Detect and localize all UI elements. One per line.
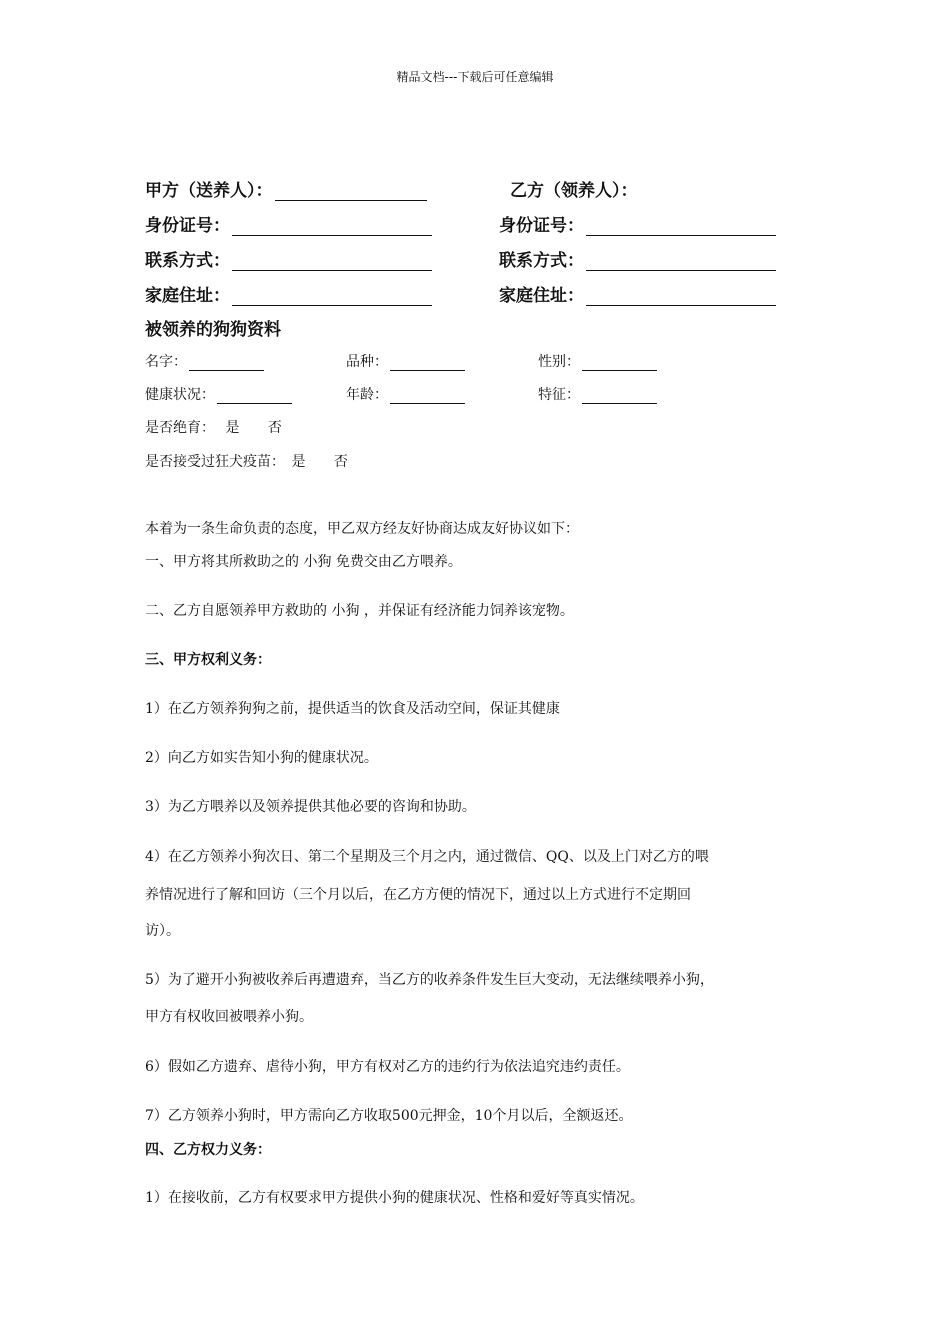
party-b-address-blank[interactable]	[586, 288, 776, 306]
neutered-row	[145, 417, 282, 437]
party-a-name-row	[145, 176, 427, 201]
s3-item-6: 6）假如乙方遗弃、虐待小狗，甲方有权对乙方的违约行为依法追究违约责任。	[145, 1059, 630, 1075]
dog-breed-blank[interactable]	[390, 356, 465, 371]
s3-item-1: 1）在乙方领养狗狗之前，提供适当的饮食及活动空间，保证其健康	[145, 701, 560, 717]
dog-health-blank[interactable]	[217, 389, 292, 404]
dog-health-field	[145, 384, 292, 404]
neutered-yes-option[interactable]: 是	[225, 420, 240, 436]
party-a-name-label: 甲方（送养人）：	[145, 181, 273, 201]
s3-item-4-line-1: 4）在乙方领养小狗次日、第二个星期及三个月之内，通过微信、QQ、以及上门对乙方的喂	[145, 849, 709, 865]
dog-gender-field	[538, 351, 657, 371]
party-a-contact-row	[145, 246, 432, 271]
dog-features-field	[538, 384, 657, 404]
clause-2: 二、乙方自愿领养甲方救助的 小狗 ，并保证有经济能力饲养该宠物。	[145, 603, 574, 619]
party-a-address-blank[interactable]	[232, 288, 432, 306]
s3-item-3: 3）为乙方喂养以及领养提供其他必要的咨询和协助。	[145, 799, 476, 815]
clause-1: 一、甲方将其所救助之的 小狗 免费交由乙方喂养。	[145, 554, 462, 570]
dog-age-blank[interactable]	[390, 389, 465, 404]
dog-gender-blank[interactable]	[582, 356, 657, 371]
party-a-contact-label: 联系方式：	[145, 251, 230, 271]
party-b-contact-blank[interactable]	[586, 253, 776, 271]
s3-item-5-line-1: 5）为了避开小狗被收养后再遭遗弃，当乙方的收养条件发生巨大变动，无法继续喂养小狗，	[145, 972, 714, 988]
rabies-no-option[interactable]: 否	[333, 454, 348, 470]
agreement-intro: 本着为一条生命负责的态度，甲乙双方经友好协商达成友好协议如下：	[145, 521, 579, 537]
party-b-id-blank[interactable]	[586, 218, 776, 236]
neutered-label: 是否绝育：	[145, 420, 215, 436]
dog-age-field	[346, 384, 465, 404]
dog-breed-field	[346, 351, 465, 371]
dog-name-field	[145, 351, 264, 371]
party-a-id-blank[interactable]	[232, 218, 432, 236]
party-b-contact-row	[499, 246, 776, 271]
party-b-id-label: 身份证号：	[499, 216, 584, 236]
dog-info-title: 被领养的狗狗资料	[145, 320, 281, 340]
dog-age-label: 年龄：	[346, 387, 388, 403]
neutered-no-option[interactable]: 否	[267, 420, 282, 436]
s3-item-7: 7）乙方领养小狗时，甲方需向乙方收取500元押金，10个月以后，全额返还。	[145, 1108, 633, 1124]
party-a-id-row	[145, 211, 432, 236]
party-b-address-row	[499, 281, 776, 306]
section-4-title: 四、乙方权力义务：	[145, 1142, 271, 1158]
s3-item-4-line-2: 养情况进行了解和回访（三个月以后，在乙方方便的情况下，通过以上方式进行不定期回	[145, 887, 691, 903]
dog-gender-label: 性别：	[538, 354, 580, 370]
party-b-id-row	[499, 211, 776, 236]
section-3-title: 三、甲方权利义务：	[145, 652, 271, 668]
party-b-name-label: 乙方（领养人）：	[510, 181, 638, 201]
document-header: 精品文档---下载后可任意编辑	[396, 70, 554, 84]
rabies-row	[145, 451, 348, 471]
party-a-id-label: 身份证号：	[145, 216, 230, 236]
dog-features-blank[interactable]	[582, 389, 657, 404]
dog-name-label: 名字：	[145, 354, 187, 370]
dog-features-label: 特征：	[538, 387, 580, 403]
s3-item-2: 2）向乙方如实告知小狗的健康状况。	[145, 750, 378, 766]
dog-health-label: 健康状况：	[145, 387, 215, 403]
party-b-contact-label: 联系方式：	[499, 251, 584, 271]
party-a-contact-blank[interactable]	[232, 253, 432, 271]
party-b-address-label: 家庭住址：	[499, 286, 584, 306]
party-a-name-blank[interactable]	[275, 183, 427, 201]
party-b-name-row	[510, 176, 638, 201]
dog-name-blank[interactable]	[189, 356, 264, 371]
s3-item-4-line-3: 访）。	[145, 923, 180, 939]
party-a-address-row	[145, 281, 432, 306]
dog-breed-label: 品种：	[346, 354, 388, 370]
s4-item-1: 1）在接收前，乙方有权要求甲方提供小狗的健康状况、性格和爱好等真实情况。	[145, 1190, 644, 1206]
s3-item-5-line-2: 甲方有权收回被喂养小狗。	[145, 1009, 313, 1025]
rabies-yes-option[interactable]: 是	[291, 454, 306, 470]
rabies-label: 是否接受过狂犬疫苗：	[145, 454, 285, 470]
party-a-address-label: 家庭住址：	[145, 286, 230, 306]
